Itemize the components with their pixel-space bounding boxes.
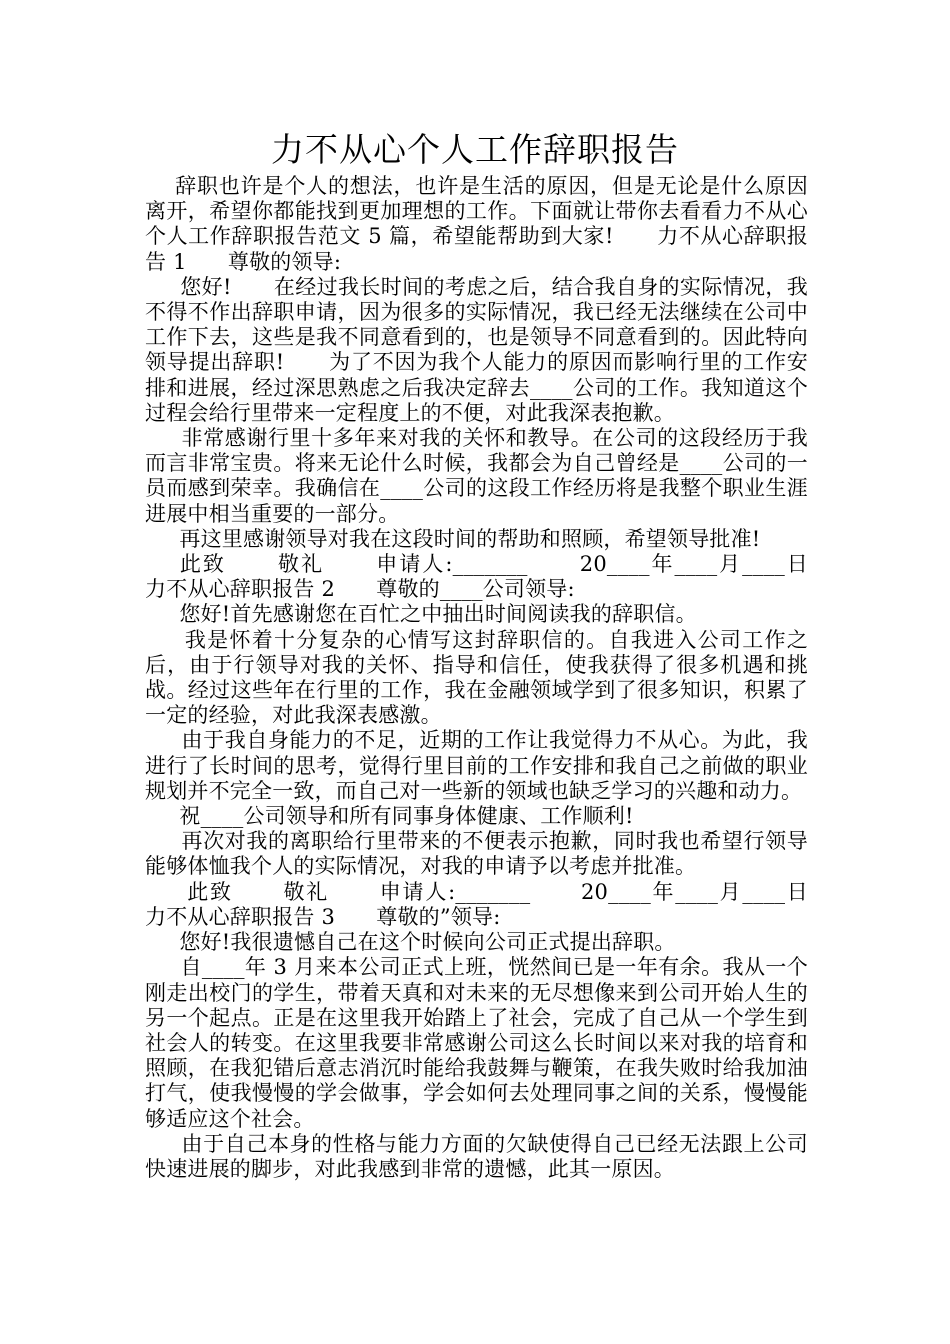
paragraph: 您好!我很遗憾自己在这个时候向公司正式提出辞职。 — [145, 930, 676, 955]
document-body — [145, 174, 850, 1182]
paragraph: 您好!首先感谢您在百忙之中抽出时间阅读我的辞职信。 — [145, 602, 697, 627]
paragraph: 自____年 3 月来本公司正式上班，恍然间已是一年有余。我从一个刚走出校门的学生，带着天真和对未来的无尽想像来到公司开始人生的另一个起点。正是在这里我开始踏上了社会，完成了自己从一个学生到社会人的转变。在这里我要非常感谢公司这么长时间以来对我的培育和照顾，在我犯错后意志消沉时能给我鼓舞与鞭策，在我失败时给我加油打气，使我慢慢的学会做事，学会如何去处理同事之间的关系，慢慢能够适应这个社会。 — [145, 955, 808, 1131]
paragraph: 由于我自身能力的不足，近期的工作让我觉得力不从心。为此，我进行了长时间的思考，觉得行里目前的工作安排和我自己之前做的职业规划并不完全一致，而自己对一些新的领域也缺乏学习的兴趣和动力。 — [145, 728, 808, 803]
paragraph: 再次对我的离职给行里带来的不便表示抱歉，同时我也希望行领导能够体恤我个人的实际情况，对我的申请予以考虑并批准。 — [145, 829, 808, 879]
paragraph: 此致 敬礼 申请人:_______ 20____年____月____日 力不从心辞职报告 2 尊敬的____公司领导: — [145, 552, 850, 602]
paragraph: 再这里感谢领导对我在这段时间的帮助和照顾，希望领导批准! — [145, 526, 761, 551]
document-title: 力不从心个人工作辞职报告 — [271, 130, 679, 169]
paragraph: 祝____公司领导和所有同事身体健康、工作顺利! — [145, 804, 634, 829]
paragraph: 辞职也许是个人的想法，也许是生活的原因，但是无论是什么原因离开，希望你都能找到更加理想的工作。下面就让带你去看看力不从心个人工作辞职报告范文 5 篇，希望能帮助到大家! 力不从心辞职报告 1 尊敬的领导: — [145, 174, 808, 274]
paragraph: 非常感谢行里十多年来对我的关怀和教导。在公司的这段经历于我而言非常宝贵。将来无论什么时候，我都会为自己曾经是____公司的一员而感到荣幸。我确信在____公司的这段工作经历将是我整个职业生涯进展中相当重要的一部分。 — [145, 426, 808, 526]
paragraph: 此致 敬礼 申请人:_______ 20____年____月____日 力不从心辞职报告 3 尊敬的”领导: — [145, 879, 850, 929]
paragraph: 我是怀着十分复杂的心情写这封辞职信的。自我进入公司工作之后，由于行领导对我的关怀、指导和信任，使我获得了很多机遇和挑战。经过这些年在行里的工作，我在金融领域学到了很多知识，积累了一定的经验，对此我深表感激。 — [145, 627, 808, 728]
paragraph: 您好! 在经过我长时间的考虑之后，结合我自身的实际情况，我不得不作出辞职申请，因为很多的实际情况，我已经无法继续在公司中工作下去，这些是我不同意看到的，也是领导不同意看到的。因此特向领导提出辞职! 为了不因为我个人能力的原因而影响行里的工作安排和进展，经过深思熟虑之后我决定辞去____公司的工作。我知道这个过程会给行里带来一定程度上的不便，对此我深表抱歉。 — [145, 274, 808, 425]
paragraph: 由于自己本身的性格与能力方面的欠缺使得自己已经无法跟上公司快速进展的脚步，对此我感到非常的遗憾，此其一原因。 — [145, 1131, 808, 1181]
